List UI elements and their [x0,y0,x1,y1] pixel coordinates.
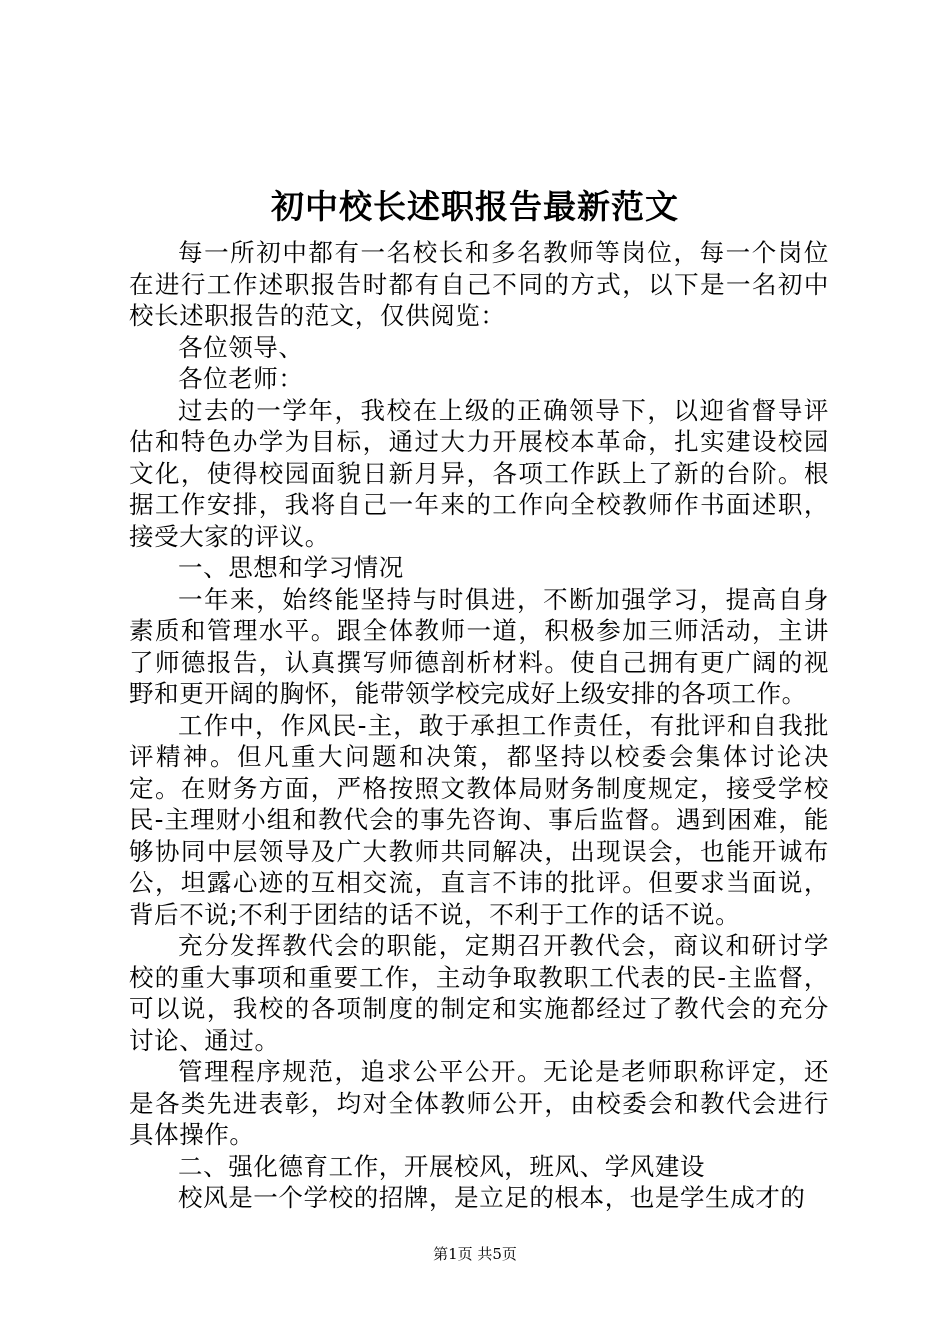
page-footer: 第1页 共5页 [433,1245,517,1263]
paragraph-intro: 每一所初中都有一名校长和多名教师等岗位，每一个岗位在进行工作述职报告时都有自己不同的方式，以下是一名初中校长述职报告的范文，仅供阅览： [129,238,829,330]
document-body [129,237,829,1214]
paragraph-study: 一年来，始终能坚持与时俱进，不断加强学习，提高自身素质和管理水平。跟全体教师一道，积极参加三师活动，主讲了师德报告，认真撰写师德剖析材料。使自己拥有更广阔的视野和更开阔的胸怀，能带领学校完成好上级安排的各项工作。 [129,584,829,708]
section-heading-1: 一、思想和学习情况 [178,553,404,582]
section-heading-2: 二、强化德育工作，开展校风，班风、学风建设 [178,1151,706,1181]
paragraph-work-style: 工作中，作风民-主，敢于承担工作责任，有批评和自我批评精神。但凡重大问题和决策，都坚持以校委会集体讨论决定。在财务方面，严格按照文教体局财务制度规定，接受学校民-主理财小组和教代会的事先咨询、事后监督。遇到困难，能够协同中层领导及广大教师共同解决，出现误会，也能开诚布公，坦露心迹的互相交流，直言不讳的批评。但要求当面说，背后不说;不利于团结的话不说，不利于工作的话不说。 [129,710,829,929]
paragraph-salutation-teachers: 各位老师： [178,364,304,393]
document-title: 初中校长述职报告最新范文 [271,187,679,226]
paragraph-staff-congress: 充分发挥教代会的职能，定期召开教代会，商议和研讨学校的重大事项和重要工作，主动争取教职工代表的民-主监督，可以说，我校的各项制度的制定和实施都经过了教代会的充分讨论、通过。 [129,931,829,1055]
paragraph-salutation-leaders: 各位领导、 [178,332,304,362]
paragraph-overview: 过去的一学年，我校在上级的正确领导下，以迎省督导评估和特色办学为目标，通过大力开展校本革命，扎实建设校园文化，使得校园面貌日新月异，各项工作跃上了新的台阶。根据工作安排，我将自己一年来的工作向全校教师作书面述职，接受大家的评议。 [129,395,829,551]
paragraph-school-spirit: 校风是一个学校的招牌，是立足的根本，也是学生成才的 [178,1183,806,1212]
paragraph-management: 管理程序规范，追求公平公开。无论是老师职称评定，还是各类先进表彰，均对全体教师公开，由校委会和教代会进行具体操作。 [129,1057,829,1149]
